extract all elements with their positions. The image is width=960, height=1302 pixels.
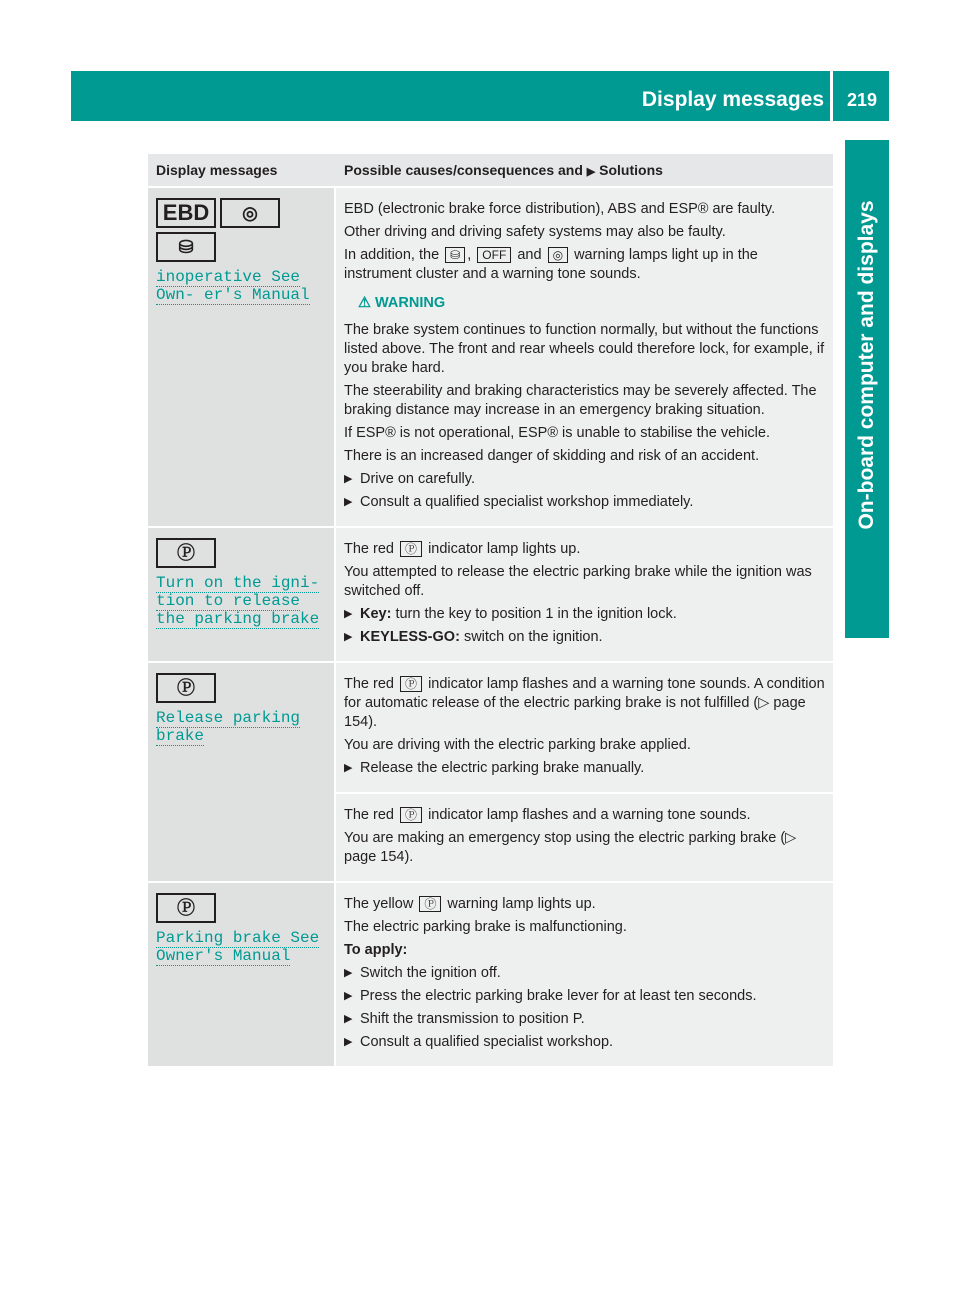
side-tab-marker bbox=[845, 590, 889, 638]
cause-text: In addition, the ⛁ , OFF and ◎ warning lamps light up in the instrument cluster and a warning tone sounds. bbox=[344, 247, 758, 282]
column-header-causes: Possible causes/consequences and ▶ Solutions bbox=[336, 154, 833, 188]
warning-text: There is an increased danger of skidding and risk of an accident. bbox=[344, 448, 760, 464]
display-message: Release parking brake bbox=[156, 709, 301, 745]
header-divider bbox=[830, 71, 833, 121]
display-message: Turn on the igni‐ tion to release the parking brake bbox=[156, 574, 320, 628]
messages-table bbox=[148, 154, 833, 1068]
column-header-messages: Display messages bbox=[148, 154, 336, 188]
parking-brake-icon: Ⓟ bbox=[156, 538, 216, 568]
solution-step: ▶ Consult a qualified specialist workshop immediately. bbox=[344, 493, 825, 512]
parking-brake-icon: Ⓟ bbox=[156, 673, 216, 703]
page-title: Display messages bbox=[641, 88, 824, 111]
skid-icon: ⛁ bbox=[445, 247, 465, 263]
cause-text: Other driving and driving safety systems may also be faulty. bbox=[344, 224, 726, 240]
cause-text: The red Ⓟ indicator lamp flashes and a warning tone sounds. A condition for automatic release of the electric parking brake is not fulfilled (▷ page 154). bbox=[344, 676, 825, 730]
cause-text: The electric parking brake is malfunctioning. bbox=[344, 919, 627, 935]
table-row bbox=[148, 528, 833, 663]
solution-step: ▶ Release the electric parking brake manually. bbox=[344, 759, 825, 778]
abs-icon: ◎ bbox=[548, 247, 568, 263]
skid-icon: ⛁ bbox=[156, 232, 216, 262]
solution-step: ▶ Key: turn the key to position 1 in the ignition lock. bbox=[344, 605, 825, 624]
cause-text: The red Ⓟ indicator lamp lights up. bbox=[344, 541, 581, 557]
table-row bbox=[148, 883, 833, 1068]
solution-step: ▶ Switch the ignition off. bbox=[344, 964, 825, 983]
side-tab bbox=[845, 140, 889, 590]
cause-text: You are driving with the electric parking brake applied. bbox=[344, 737, 691, 753]
solution-step: ▶ Consult a qualified specialist workshop. bbox=[344, 1033, 825, 1052]
display-message: inoperative See Own‐ er's Manual bbox=[156, 268, 310, 304]
warning-heading: ⚠ WARNING bbox=[358, 295, 446, 311]
table-row bbox=[148, 188, 833, 528]
solution-step: ▶ Press the electric parking brake lever for at least ten seconds. bbox=[344, 987, 825, 1006]
parking-brake-icon: Ⓟ bbox=[400, 807, 422, 823]
warning-text: The steerability and braking characteristics may be severely affected. The braking distance may increase in an emergency braking situation. bbox=[344, 383, 817, 418]
parking-brake-icon: Ⓟ bbox=[156, 893, 216, 923]
parking-brake-icon: Ⓟ bbox=[400, 541, 422, 557]
cause-text: You attempted to release the electric parking brake while the ignition was switched off. bbox=[344, 564, 812, 599]
table-row bbox=[148, 663, 833, 794]
display-message: Parking brake See Owner's Manual bbox=[156, 929, 320, 965]
solution-step: ▶ Shift the transmission to position P. bbox=[344, 1010, 825, 1029]
abs-icon: ◎ bbox=[220, 198, 280, 228]
apply-heading: To apply: bbox=[344, 942, 408, 958]
ebd-icon: EBD bbox=[156, 198, 216, 228]
warning-icon: ⚠ bbox=[358, 295, 371, 311]
esp-off-icon: OFF bbox=[477, 247, 511, 263]
warning-text: If ESP® is not operational, ESP® is unable to stabilise the vehicle. bbox=[344, 425, 770, 441]
solution-step: ▶ KEYLESS-GO: switch on the ignition. bbox=[344, 628, 825, 647]
cause-text: The yellow Ⓟ warning lamp lights up. bbox=[344, 896, 596, 912]
cause-text: The red Ⓟ indicator lamp flashes and a warning tone sounds. bbox=[344, 807, 751, 823]
side-tab-label: On-board computer and displays bbox=[855, 200, 878, 530]
solution-step: ▶ Drive on carefully. bbox=[344, 470, 825, 489]
cause-text: EBD (electronic brake force distribution), ABS and ESP® are faulty. bbox=[344, 201, 776, 217]
warning-text: The brake system continues to function normally, but without the functions listed above. The front and rear wheels could therefore lock, for example, if you brake hard. bbox=[344, 322, 825, 376]
cause-text: You are making an emergency stop using the electric parking brake (▷ page 154). bbox=[344, 830, 797, 865]
parking-brake-icon: Ⓟ bbox=[400, 676, 422, 692]
page-number: 219 bbox=[846, 90, 878, 110]
parking-brake-icon: Ⓟ bbox=[419, 896, 441, 912]
